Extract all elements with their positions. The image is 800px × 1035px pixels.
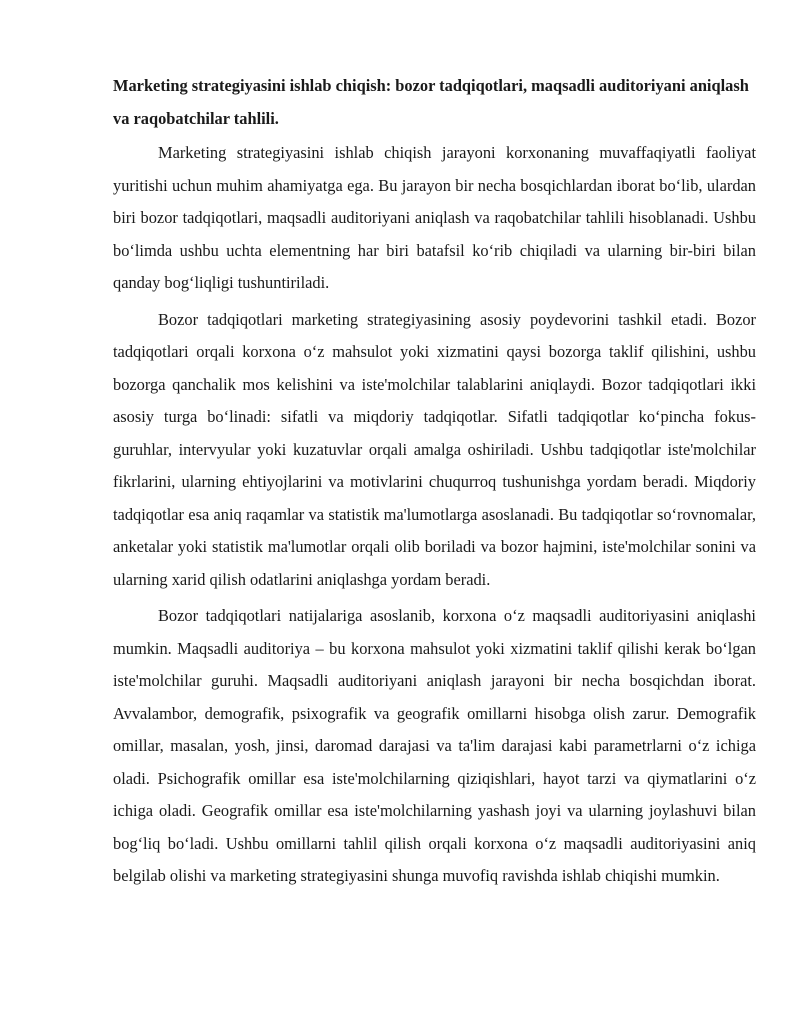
paragraph-market-research: Bozor tadqiqotlari marketing strategiyasining asosiy poydevorini tashkil etadi. Bozor tadqiqotlari orqali korxona o‘z mahsulot yoki xizmatini qaysi bozorga taklif qilishini, ushbu bozorga qanchalik mos kelishini va iste'molchilar talablarini aniqlaydi. Bozor tadqiqotlari ikki asosiy turga bo‘linadi: sifatli va miqdoriy tadqiqotlar. Sifatli tadqiqotlar ko‘pincha fokus-guruhlar, intervyular yoki kuzatuvlar orqali amalga oshiriladi. Ushbu tadqiqotlar iste'molchilar fikrlarini, ularning ehtiyojlarini va motivlarini chuqurroq tushunishga yordam beradi. Miqdoriy tadqiqotlar esa aniq raqamlar va statistik ma'lumotlarga asoslanadi. Bu tadqiqotlar so‘rovnomalar, anketalar yoki statistik ma'lumotlar orqali olib boriladi va bozor hajmini, iste'molchilar sonini va ularning xarid qilish odatlarini aniqlashga yordam beradi. <box>113 309 756 589</box>
section-heading: Marketing strategiyasini ishlab chiqish: bozor tadqiqotlari, maqsadli auditoriyani aniqlash va raqobatchilar tahlili. <box>113 76 749 128</box>
paragraph-intro: Marketing strategiyasini ishlab chiqish jarayoni korxonaning muvaffaqiyatli faoliyat yuritishi uchun muhim ahamiyatga ega. Bu jarayon bir necha bosqichlardan iborat bo‘lib, ulardan biri bozor tadqiqotlari, maqsadli auditoriyani aniqlash va raqobatchilar tahlili hisoblanadi. Ushbu bo‘limda ushbu uchta elementning har biri batafsil ko‘rib chiqiladi va ularning bir-biri bilan qanday bog‘liqligi tushuntiriladi. <box>113 143 756 292</box>
document-body <box>113 70 756 893</box>
paragraph-target-audience: Bozor tadqiqotlari natijalariga asoslanib, korxona o‘z maqsadli auditoriyasini aniqlashi mumkin. Maqsadli auditoriya – bu korxona mahsulot yoki xizmatini taklif qilishi kerak bo‘lgan iste'molchilar guruhi. Maqsadli auditoriyani aniqlash jarayoni bir necha bosqichdan iborat. Avvalambor, demografik, psixografik va geografik omillarni hisobga olish zarur. Demografik omillar, masalan, yosh, jinsi, daromad darajasi va ta'lim darajasi kabi parametrlarni o‘z ichiga oladi. Psichografik omillar esa iste'molchilarning qiziqishlari, hayot tarzi va qiymatlarini o‘z ichiga oladi. Geografik omillar esa iste'molchilarning yashash joyi va ularning joylashuvi bilan bog‘liq bo‘ladi. Ushbu omillarni tahlil qilish orqali korxona o‘z maqsadli auditoriyasini aniq belgilab olishi va marketing strategiyasini shunga muvofiq ravishda ishlab chiqishi mumkin. <box>113 606 756 885</box>
